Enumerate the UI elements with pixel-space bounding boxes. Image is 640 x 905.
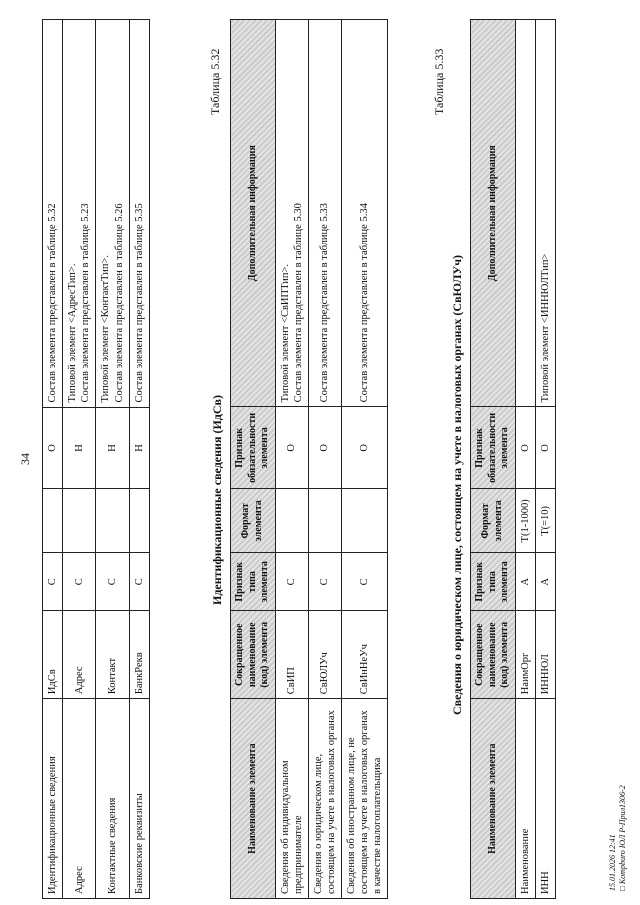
table-cell: СвЮЛУч: [308, 611, 341, 699]
table-cell: СвИП: [275, 611, 308, 699]
table-row: [275, 20, 308, 899]
table-cell: Сведения об индивидуальном предпринимателе: [275, 699, 308, 899]
table-row: [63, 20, 96, 899]
table-row: [129, 20, 149, 899]
column-header: Формат элемента: [471, 489, 516, 553]
table-title-5-32: Идентификационные сведения (ИдСв): [210, 395, 224, 605]
table-cell: Типовой элемент <ИННЮЛТип>: [535, 20, 555, 407]
table-cell: Сведения о юридическом лице, состоящем на учете в налоговых органах: [308, 699, 341, 899]
table-cell: Типовой элемент <АдресТип>. Состав элемента представлен в таблице 5.23: [63, 20, 96, 408]
column-header: Признак обязательности элемента: [471, 407, 516, 489]
table-continued: [42, 19, 150, 899]
table-cell: Типовой элемент <СвИПТип>. Состав элемента представлен в таблице 5.30: [275, 20, 308, 407]
table-row: [308, 20, 341, 899]
column-header: Дополнительная информация: [471, 20, 516, 407]
column-header: Признак типа элемента: [471, 553, 516, 611]
table-cell: Адрес: [63, 611, 96, 699]
table-cell: Состав элемента представлен в таблице 5.34: [342, 20, 388, 407]
table-row: [342, 20, 388, 899]
table-cell: Состав элемента представлен в таблице 5.33: [308, 20, 341, 407]
table-cell: Н: [63, 407, 96, 489]
table-cell: БанкРекв: [129, 611, 149, 699]
table-cell: Типовой элемент <КонтактТип>. Состав элемента представлен в таблице 5.26: [96, 20, 129, 408]
table-5-33: [470, 19, 556, 899]
table-cell: Контактные сведения: [96, 699, 129, 899]
table-cell: С: [63, 553, 96, 611]
table-title-5-33: Сведения о юридическом лице, состоящем на учете в налоговых органах (СвЮЛУч): [450, 255, 464, 715]
page-number: 34: [18, 453, 32, 465]
table-cell: Идентификационные сведения: [43, 699, 63, 899]
table-cell: Н: [96, 407, 129, 489]
table-cell: [275, 489, 308, 553]
footer-date: 15.01.2026 12:41: [608, 834, 617, 891]
table-cell: С: [308, 553, 341, 611]
table-cell: Сведения об иностранном лице, не состоящем на учете в налоговых органах в качестве налогоплательщика: [342, 699, 388, 899]
table-cell: Состав элемента представлен в таблице 5.35: [129, 20, 149, 408]
table-cell: [129, 489, 149, 553]
table-cell: [63, 489, 96, 553]
table-cell: О: [275, 407, 308, 489]
table-cell: С: [275, 553, 308, 611]
table-cell: [515, 20, 535, 407]
table-cell: О: [342, 407, 388, 489]
table-number-5-33: Таблица 5.33: [432, 48, 446, 115]
table-cell: С: [342, 553, 388, 611]
table-row: [43, 20, 63, 899]
table-cell: А: [515, 553, 535, 611]
table-cell: О: [43, 407, 63, 489]
table-cell: Контакт: [96, 611, 129, 699]
table-cell: [342, 489, 388, 553]
table-cell: А: [535, 553, 555, 611]
table-row: [515, 20, 535, 899]
table-cell: Наименование: [515, 699, 535, 899]
table-cell: С: [129, 553, 149, 611]
table-cell: [308, 489, 341, 553]
table-cell: T(1-1000): [515, 489, 535, 553]
table-cell: СвИнНеУч: [342, 611, 388, 699]
table-cell: О: [535, 407, 555, 489]
table-cell: С: [43, 553, 63, 611]
table-cell: НаимОрг: [515, 611, 535, 699]
table-cell: ИННЮЛ: [535, 611, 555, 699]
column-header: Формат элемента: [231, 489, 276, 553]
column-header: Наименование элемента: [471, 699, 516, 899]
table-number-5-32: Таблица 5.32: [208, 48, 222, 115]
table-cell: О: [515, 407, 535, 489]
table-cell: [43, 489, 63, 553]
column-header: Сокращенное наименование (код) элемента: [231, 611, 276, 699]
table-row: [96, 20, 129, 899]
column-header: Сокращенное наименование (код) элемента: [471, 611, 516, 699]
column-header: Признак обязательности элемента: [231, 407, 276, 489]
table-cell: Банковские реквизиты: [129, 699, 149, 899]
footer-stamp: [608, 785, 627, 891]
table-cell: ИдСв: [43, 611, 63, 699]
column-header: Дополнительная информация: [231, 20, 276, 407]
table-5-32: [230, 19, 388, 899]
table-cell: ИНН: [535, 699, 555, 899]
table-cell: Состав элемента представлен в таблице 5.32: [43, 20, 63, 408]
column-header: Наименование элемента: [231, 699, 276, 899]
table-row: [535, 20, 555, 899]
table-cell: Н: [129, 407, 149, 489]
table-cell: О: [308, 407, 341, 489]
table-cell: [96, 489, 129, 553]
table-cell: С: [96, 553, 129, 611]
column-header: Признак типа элемента: [231, 553, 276, 611]
table-cell: Адрес: [63, 699, 96, 899]
table-cell: T(=10): [535, 489, 555, 553]
footer-ref: □ Kompburo ЮЛ Р-Прил1306-2: [617, 785, 627, 891]
